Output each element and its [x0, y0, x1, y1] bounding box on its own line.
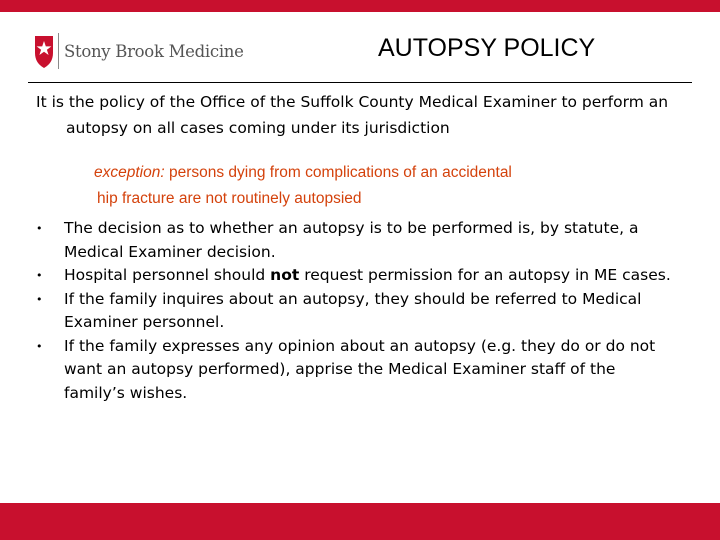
- list-item: [36, 217, 676, 264]
- list-item: [36, 264, 676, 288]
- bullet-text: If the family inquires about an autopsy, they should be referred to Medical Examiner personnel.: [64, 289, 642, 331]
- list-item: [36, 288, 676, 335]
- bullet-text-before: Hospital personnel should: [64, 266, 271, 284]
- top-accent-bar: [0, 0, 720, 12]
- policy-statement: It is the policy of the Office of the Suffolk County Medical Examiner to perform an autopsy on all cases coming under its jurisdiction: [36, 93, 669, 137]
- bullet-icon: •: [36, 269, 43, 282]
- exception-label: exception:: [94, 164, 165, 181]
- page-title: AUTOPSY POLICY: [378, 34, 596, 62]
- bullet-text-after: request permission for an autopsy in ME cases.: [299, 266, 671, 284]
- logo-text: Stony Brook Medicine: [64, 41, 244, 61]
- shield-star-icon: [34, 33, 54, 69]
- title-divider: [28, 82, 692, 83]
- bullet-icon: •: [36, 222, 43, 235]
- bottom-accent-bar: [0, 503, 720, 540]
- stony-brook-medicine-logo: [34, 33, 244, 69]
- bullet-text: The decision as to whether an autopsy is to be performed is, by statute, a Medical Examiner decision.: [64, 219, 639, 261]
- logo-divider: [58, 33, 59, 69]
- exception-line-2: hip fracture are not routinely autopsied: [97, 190, 362, 207]
- bullet-icon: •: [36, 292, 43, 306]
- bullet-icon: •: [36, 339, 43, 353]
- exception-note: [94, 160, 512, 212]
- bullet-text-emphasis: not: [270, 266, 300, 284]
- policy-bullet-list: [36, 217, 676, 405]
- exception-line-1: persons dying from complications of an accidental: [164, 164, 512, 181]
- bullet-text: If the family expresses any opinion about an autopsy (e.g. they do or do not want an autopsy performed), apprise the Medical Examiner staff of the family’s wishes.: [64, 336, 656, 402]
- list-item: [36, 335, 676, 406]
